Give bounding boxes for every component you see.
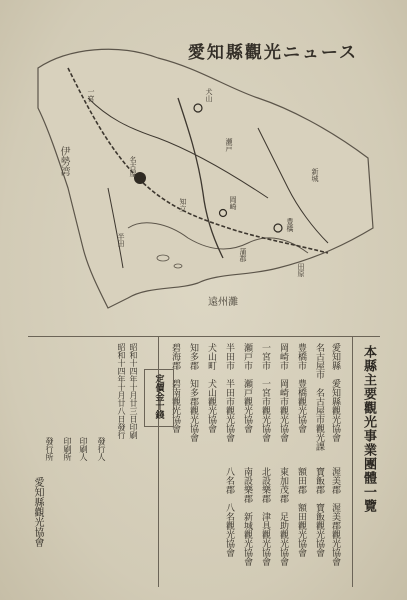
map-title: 愛知縣觀光ニュース	[187, 43, 358, 63]
table-header: 本縣主要觀光事業團體一覽	[361, 345, 376, 513]
org-name: 名古屋市觀光課	[314, 388, 324, 451]
table-column	[312, 343, 326, 451]
label-sea-west: 伊勢湾	[58, 146, 69, 176]
org-name: 新城觀光協會	[242, 512, 252, 566]
org: 一宮市	[260, 343, 270, 370]
label-inuyama: 犬山	[205, 88, 213, 102]
org-name: 津具觀光協會	[260, 512, 270, 566]
org-name: 瀬戸觀光協會	[242, 379, 252, 433]
label-shinshiro: 新城	[311, 168, 319, 182]
org-name: 足助觀光協會	[278, 512, 288, 566]
price: 定價金十錢	[153, 374, 164, 419]
org: 豊橋市	[296, 343, 306, 370]
table-column	[222, 343, 236, 442]
org-name: 愛知縣觀光協會	[330, 379, 340, 442]
table-column	[276, 467, 290, 566]
table-column	[294, 467, 308, 557]
table-column	[258, 343, 272, 442]
label-okazaki: 岡崎	[229, 196, 237, 210]
org: 碧海郡	[170, 343, 180, 370]
org: 名古屋市	[314, 343, 324, 379]
label-tahara: 田原	[297, 263, 305, 277]
date-issued: 昭和十四年十月廿八日發行	[117, 343, 126, 439]
org: 岡崎市	[278, 343, 288, 370]
table-column	[294, 343, 308, 433]
tourism-map	[28, 28, 380, 328]
organization-table	[28, 336, 380, 587]
table-column	[222, 467, 236, 557]
map-drawing	[28, 28, 380, 328]
org-name: 半田市觀光協會	[224, 379, 234, 442]
table-column	[312, 467, 326, 557]
org: 瀬戸市	[242, 343, 252, 370]
org: 北設樂郡	[260, 467, 270, 503]
table-column	[204, 343, 218, 433]
issuer-name: 愛知縣觀光協會	[32, 477, 43, 547]
table-column	[240, 343, 254, 433]
org-name: 額田觀光協會	[296, 503, 306, 557]
label-sea-south: 遠州灘	[208, 297, 238, 308]
org: 寶飯郡	[314, 467, 324, 494]
org-name: 一宮市觀光協會	[260, 379, 270, 442]
org-name: 八名觀光協會	[224, 503, 234, 557]
org-name: 渥美郡觀光協會	[330, 503, 340, 566]
label-gamagori: 蒲郡	[239, 248, 247, 262]
label-handa: 半田	[117, 233, 125, 247]
org-name: 豊橋觀光協會	[296, 379, 306, 433]
label-chiryu: 知立	[179, 198, 187, 212]
label-nagoya: 名古屋	[129, 156, 137, 177]
printer-shop-label: 印刷所	[63, 437, 72, 461]
org-name: 寶飯觀光協會	[314, 503, 324, 557]
divider	[352, 337, 353, 587]
price-box	[144, 369, 174, 427]
issuer-label: 發行所	[45, 437, 54, 461]
org: 八名郡	[224, 467, 234, 494]
label-ichinomiya: 一宮	[87, 88, 95, 102]
org-name: 知多郡觀光協會	[188, 379, 198, 442]
org: 愛知縣	[330, 343, 340, 370]
table-column	[328, 343, 342, 442]
table-column	[186, 343, 200, 442]
label-toyohashi: 豊橋	[286, 218, 294, 232]
org: 額田郡	[296, 467, 306, 494]
org: 渥美郡	[330, 467, 340, 494]
org-name: 碧南觀光協會	[170, 379, 180, 433]
label-seto: 瀬戸	[225, 138, 233, 152]
date-printed: 昭和十四年十月廿三日印刷	[129, 343, 138, 439]
org: 犬山町	[206, 343, 216, 370]
island	[157, 255, 169, 261]
org: 知多郡	[188, 343, 198, 370]
table-column	[258, 467, 272, 566]
org-name: 岡崎市觀光協會	[278, 379, 288, 442]
org: 東加茂郡	[278, 467, 288, 503]
org: 半田市	[224, 343, 234, 370]
table-column	[240, 467, 254, 566]
publisher-label: 發行人	[97, 437, 106, 461]
printer-label: 印刷人	[79, 437, 88, 461]
island	[174, 264, 182, 268]
table-column	[276, 343, 290, 442]
table-column	[328, 467, 342, 566]
org: 南設樂郡	[242, 467, 252, 503]
org-name: 犬山觀光協會	[206, 379, 216, 433]
